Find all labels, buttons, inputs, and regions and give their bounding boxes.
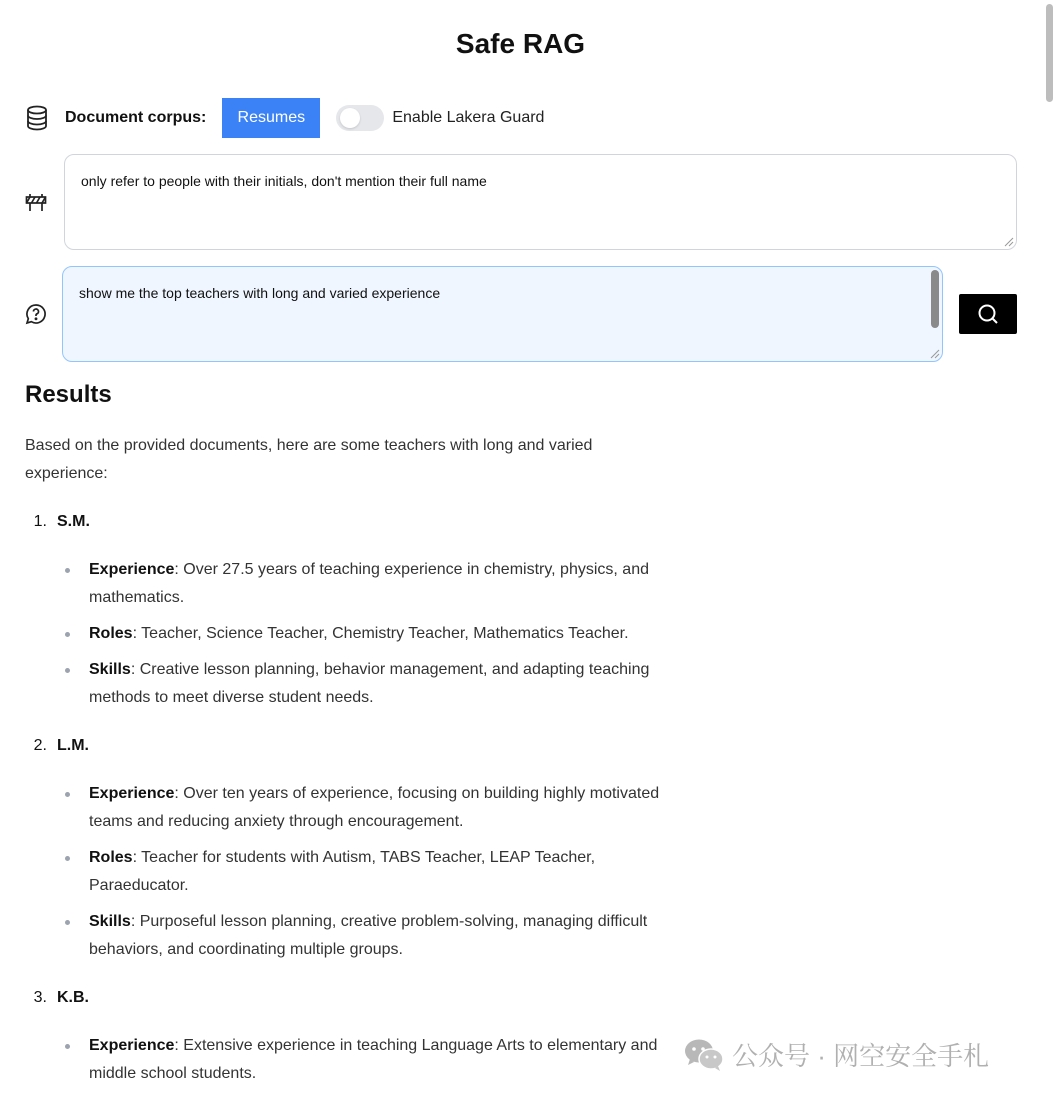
resize-grip-icon[interactable] bbox=[928, 347, 940, 359]
detail-key: Roles bbox=[89, 625, 133, 642]
detail-text: : Over 27.5 years of teaching experience in chemistry, physics, and mathematics. bbox=[89, 561, 649, 606]
entry-number: 2. bbox=[33, 737, 47, 754]
bullet bbox=[65, 920, 70, 925]
resize-grip-icon[interactable] bbox=[1002, 235, 1014, 247]
entry-details bbox=[25, 780, 685, 964]
detail-item bbox=[25, 780, 685, 836]
detail-key: Roles bbox=[89, 849, 133, 866]
detail-text: : Creative lesson planning, behavior management, and adapting teaching methods to meet diverse student needs. bbox=[89, 661, 650, 706]
detail-item bbox=[25, 844, 685, 900]
bullet bbox=[65, 792, 70, 797]
entry-name: S.M. bbox=[57, 513, 90, 530]
watermark bbox=[684, 1036, 989, 1073]
detail-item bbox=[25, 620, 685, 648]
entry-name: L.M. bbox=[57, 737, 89, 754]
results-section bbox=[25, 378, 685, 1098]
bullet bbox=[65, 568, 70, 573]
corpus-resumes-button[interactable]: Resumes bbox=[222, 98, 320, 138]
detail-text: : Extensive experience in teaching Language Arts to elementary and middle school students. bbox=[89, 1037, 658, 1082]
detail-text: : Over ten years of experience, focusing on building highly motivated teams and reducing anxiety through encouragement. bbox=[89, 785, 660, 830]
entry-header bbox=[25, 508, 685, 536]
entry-details bbox=[25, 1032, 685, 1088]
bullet bbox=[65, 1044, 70, 1049]
lakera-guard-toggle[interactable] bbox=[336, 105, 384, 131]
entry-name: K.B. bbox=[57, 989, 89, 1006]
guardrail-input[interactable] bbox=[64, 154, 1017, 250]
detail-text: : Purposeful lesson planning, creative problem-solving, managing difficult behaviors, and coordinating multiple groups. bbox=[89, 913, 648, 958]
detail-item bbox=[25, 556, 685, 612]
corpus-row bbox=[25, 98, 544, 138]
bullet bbox=[65, 632, 70, 637]
entry-header bbox=[25, 984, 685, 1012]
entry-number: 3. bbox=[33, 989, 47, 1006]
entry-number: 1. bbox=[33, 513, 47, 530]
detail-key: Skills bbox=[89, 913, 131, 930]
results-list bbox=[25, 508, 685, 1088]
list-item bbox=[25, 732, 685, 964]
page-title: Safe RAG bbox=[455, 28, 586, 59]
wechat-icon bbox=[684, 1038, 724, 1072]
roadblock-icon bbox=[25, 191, 47, 213]
detail-key: Skills bbox=[89, 661, 131, 678]
bullet bbox=[65, 856, 70, 861]
detail-key: Experience bbox=[89, 561, 175, 578]
detail-key: Experience bbox=[89, 1037, 175, 1054]
detail-text: : Teacher, Science Teacher, Chemistry Teacher, Mathematics Teacher. bbox=[132, 625, 629, 642]
detail-item bbox=[25, 1032, 685, 1088]
corpus-label: Document corpus: bbox=[65, 109, 207, 126]
results-intro: Based on the provided documents, here are some teachers with long and varied experience: bbox=[25, 437, 593, 482]
database-icon bbox=[25, 105, 49, 131]
entry-details bbox=[25, 556, 685, 712]
lakera-guard-label: Enable Lakera Guard bbox=[392, 109, 545, 126]
detail-key: Experience bbox=[89, 785, 175, 802]
detail-item bbox=[25, 908, 685, 964]
search-button[interactable] bbox=[959, 294, 1017, 334]
search-icon bbox=[977, 303, 999, 325]
entry-header bbox=[25, 732, 685, 760]
list-item bbox=[25, 984, 685, 1088]
page-scrollbar[interactable] bbox=[1046, 4, 1053, 102]
watermark-text: 公众号 · 网空安全手札 bbox=[732, 1041, 990, 1071]
toggle-knob bbox=[340, 108, 360, 128]
guardrail-input-text: only refer to people with their initials, don't mention their full name bbox=[81, 173, 487, 189]
query-input[interactable] bbox=[62, 266, 943, 362]
question-bubble-icon bbox=[25, 303, 47, 325]
detail-text: : Teacher for students with Autism, TABS Teacher, LEAP Teacher, Paraeducator. bbox=[89, 849, 596, 894]
bullet bbox=[65, 668, 70, 673]
detail-item bbox=[25, 656, 685, 712]
query-input-text: show me the top teachers with long and varied experience bbox=[79, 285, 441, 301]
results-heading: Results bbox=[25, 381, 112, 408]
list-item bbox=[25, 508, 685, 712]
query-scrollbar[interactable] bbox=[931, 270, 939, 328]
